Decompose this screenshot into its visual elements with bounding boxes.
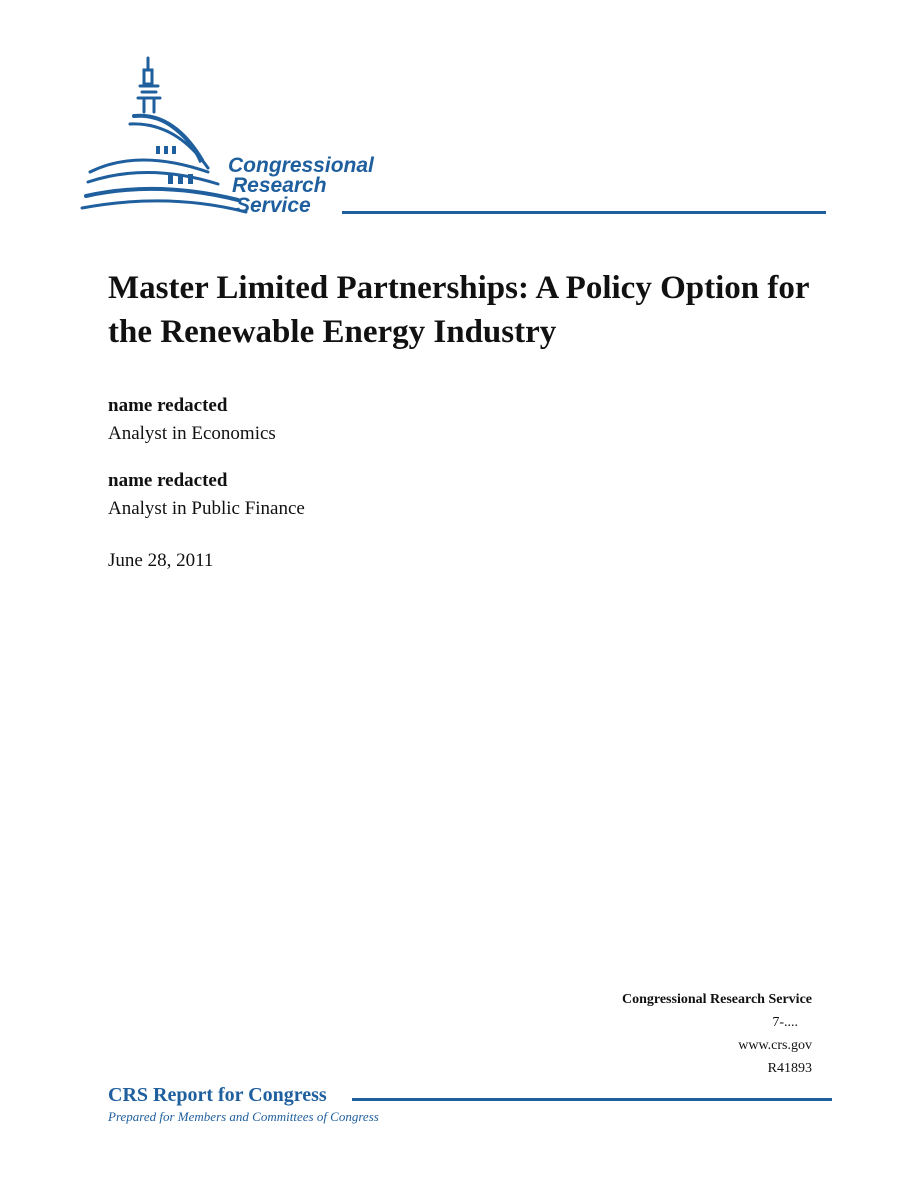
author-block xyxy=(108,467,305,523)
footer-tagline: Prepared for Members and Committees of Congress xyxy=(108,1109,379,1124)
report-title: Master Limited Partnerships: A Policy Option for the Renewable Energy Industry xyxy=(108,270,809,350)
logo-line-service: Service xyxy=(236,194,311,217)
report-code: 7-.... xyxy=(772,1015,798,1030)
report-number: R41893 xyxy=(767,1061,812,1076)
footer xyxy=(108,1084,832,1125)
crs-logo-wordmark xyxy=(228,156,374,216)
logo-line-research: Research xyxy=(232,174,327,197)
author-role: Analyst in Economics xyxy=(108,423,276,444)
crs-logo xyxy=(78,52,838,227)
author-block xyxy=(108,392,276,448)
author-role: Analyst in Public Finance xyxy=(108,498,305,519)
footer-divider xyxy=(352,1098,832,1101)
logo-line-congressional: Congressional xyxy=(228,154,374,177)
logo-divider xyxy=(342,211,826,214)
organization-name: Congressional Research Service xyxy=(621,992,812,1007)
author-name: name redacted xyxy=(108,395,228,416)
report-date: June 28, 2011 xyxy=(108,550,214,571)
website-link[interactable]: www.crs.gov xyxy=(738,1038,812,1053)
author-name: name redacted xyxy=(108,470,228,491)
footer-brand: CRS Report for Congress xyxy=(108,1084,331,1107)
report-info xyxy=(622,988,812,1080)
